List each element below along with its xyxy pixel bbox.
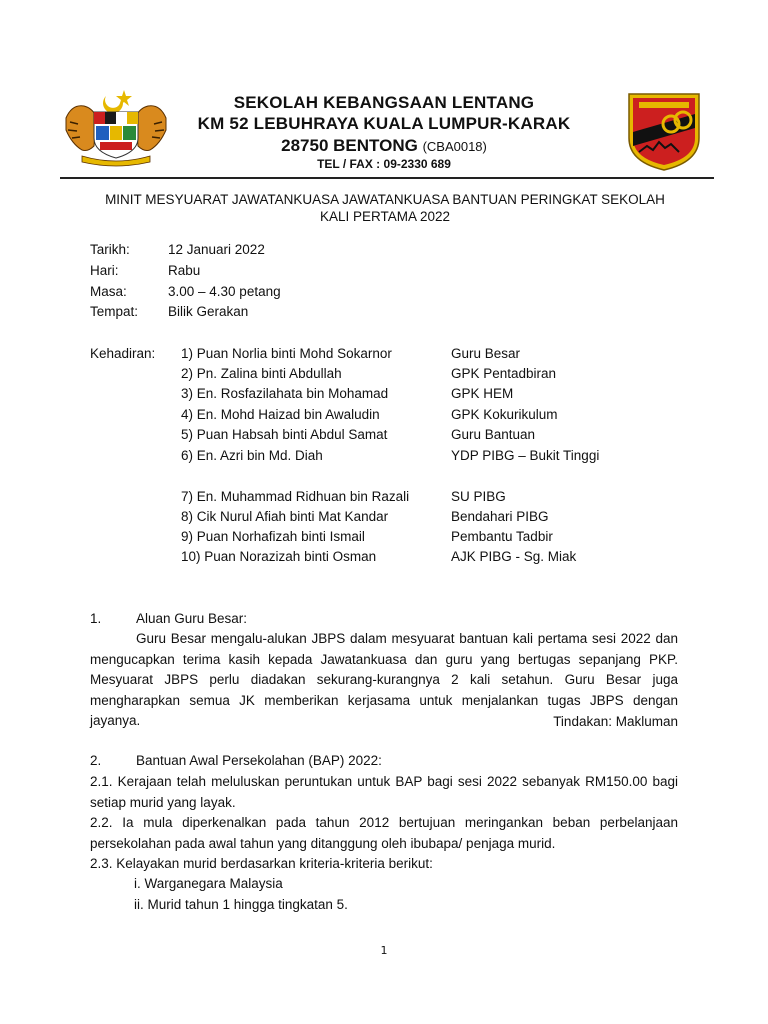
section-1-number: 1. [90, 611, 102, 626]
attendee-role: SU PIBG [451, 489, 506, 504]
school-phone: TEL / FAX : 09-2330 689 [317, 157, 451, 171]
attendee-role: GPK HEM [451, 386, 514, 401]
attendee-role: Guru Besar [451, 346, 521, 361]
attendee-role: GPK Kokurikulum [451, 407, 558, 422]
attendee-name: 2) Pn. Zalina binti Abdullah [181, 366, 342, 381]
school-address: KM 52 LEBUHRAYA KUALA LUMPUR-KARAK [197, 114, 571, 133]
section-2-item-2-1 [90, 772, 678, 813]
attendee-name: 8) Cik Nurul Afiah binti Mat Kandar [181, 509, 389, 524]
section-2-title: Bantuan Awal Persekolahan (BAP) 2022: [136, 753, 382, 768]
attendance-label: Kehadiran: [90, 346, 156, 361]
attendee-name: 10) Puan Norazizah binti Osman [181, 549, 377, 564]
school-postcode-line [160, 136, 608, 156]
attendee-role: Guru Bantuan [451, 427, 536, 442]
attendee-name: 9) Puan Norhafizah binti Ismail [181, 529, 365, 544]
criteria-item: i. Warganegara Malaysia [134, 876, 283, 891]
time-label: Masa: [90, 284, 127, 299]
section-2-paragraph: 2.1. Kerajaan telah meluluskan peruntukan untuk BAP bagi sesi 2022 sebanyak RM150.00 bagi setiap murid yang layak. [90, 774, 678, 810]
attendee-role: AJK PIBG - Sg. Miak [451, 549, 577, 564]
minutes-subtitle: KALI PERTAMA 2022 [319, 209, 451, 224]
place-value: Bilik Gerakan [168, 304, 249, 319]
coat-of-arms-logo [62, 88, 170, 168]
section-2-item-2-2 [90, 813, 678, 854]
place-label: Tempat: [90, 304, 139, 319]
attendee-name: 3) En. Rosfazilahata bin Mohamad [181, 386, 389, 401]
section-2-number: 2. [90, 753, 102, 768]
attendee-role: YDP PIBG – Bukit Tinggi [451, 448, 600, 463]
section-1-title: Aluan Guru Besar: [136, 611, 248, 626]
school-name: SEKOLAH KEBANGSAAN LENTANG [233, 93, 535, 112]
criteria-item: ii. Murid tahun 1 hingga tingkatan 5. [134, 897, 348, 912]
attendee-name: 7) En. Muhammad Ridhuan bin Razali [181, 489, 410, 504]
attendee-role: Pembantu Tadbir [451, 529, 553, 544]
attendee-name: 5) Puan Habsah binti Abdul Samat [181, 427, 388, 442]
day-value: Rabu [168, 263, 201, 278]
date-label: Tarikh: [90, 242, 130, 257]
attendee-role: Bendahari PIBG [451, 509, 549, 524]
attendee-role: GPK Pentadbiran [451, 366, 557, 381]
section-1-paragraph: Guru Besar mengalu-alukan JBPS dalam mesyuarat bantuan kali pertama sesi 2022 dan mengucapkan terima kasih kepada Jawatankuasa dan guru yang bertugas sepanjang PKP. Mesyuarat JBPS perlu diadakan sekurang-kurangnya 2 kali setahun. Guru Besar juga mengharapkan semua JK memberikan kerjasama untuk menjalankan tugas JBPS dengan jayanya. [90, 631, 678, 728]
section-2-item-2-3 [90, 854, 678, 875]
attendee-name: 6) En. Azri bin Md. Diah [181, 448, 323, 463]
section-2-paragraph: 2.3. Kelayakan murid berdasarkan kriteria-kriteria berikut: [90, 856, 433, 871]
minutes-title: MINIT MESYUARAT JAWATANKUASA JAWATANKUASA BANTUAN PERINGKAT SEKOLAH [105, 192, 665, 207]
header-divider [60, 177, 714, 179]
day-label: Hari: [90, 263, 119, 278]
date-value: 12 Januari 2022 [168, 242, 265, 257]
school-code: (CBA0018) [422, 139, 487, 154]
school-emblem-logo [625, 88, 703, 172]
postcode-town: 28750 BENTONG [281, 136, 418, 155]
attendee-name: 4) En. Mohd Haizad bin Awaludin [181, 407, 380, 422]
time-value: 3.00 – 4.30 petang [168, 284, 281, 299]
section-2-paragraph: 2.2. Ia mula diperkenalkan pada tahun 2012 bertujuan meringankan beban perbelanjaan persekolahan pada awal tahun yang ditanggung oleh ibubapa/ penjaga murid. [90, 815, 678, 851]
section-1-action: Tindakan: Makluman [553, 714, 678, 729]
page-number: 1 [380, 944, 388, 957]
attendee-name: 1) Puan Norlia binti Mohd Sokarnor [181, 346, 392, 361]
